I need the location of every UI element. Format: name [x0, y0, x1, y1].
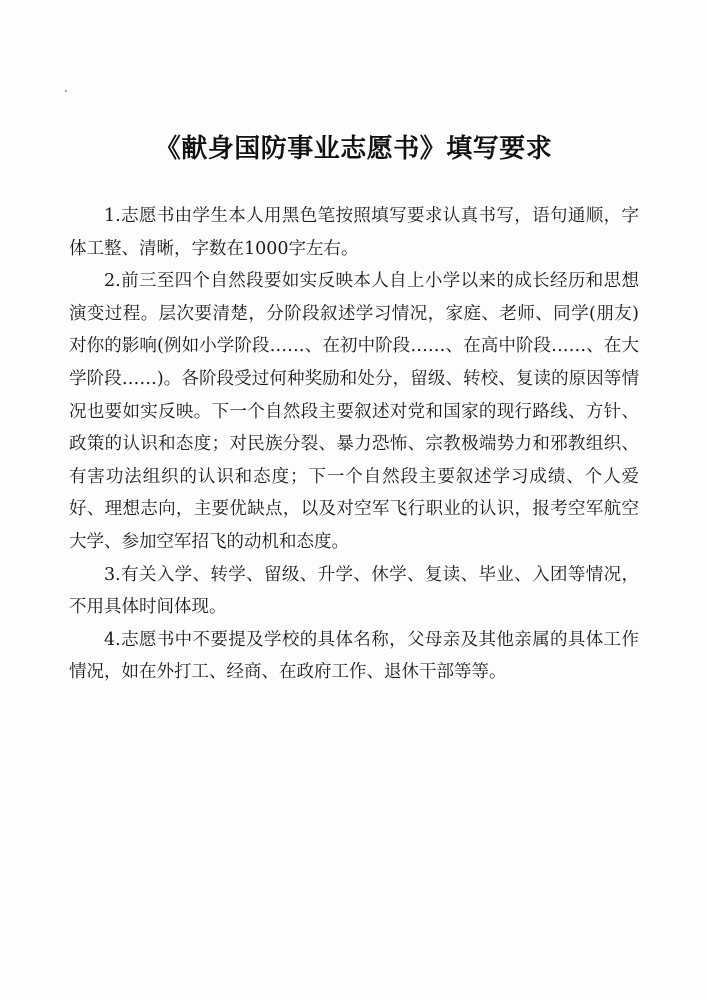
document-title: 《献身国防事业志愿书》填写要求 — [154, 134, 553, 164]
paragraph-3: 3.有关入学、转学、留级、升学、休学、复读、毕业、入团等情况，不用具体时间体现。 — [69, 564, 639, 618]
paragraph-1: 1.志愿书由学生本人用黑色笔按照填写要求认真书写，语句通顺，字体工整、清晰，字数在1000字左右。 — [69, 206, 639, 259]
paragraph-2: 2.前三至四个自然段要如实反映本人自上小学以来的成长经历和思想演变过程。层次要清楚，分阶段叙述学习情况，家庭、老师、同学(朋友)对你的影响(例如小学阶段……、在初中阶段……、在高中阶段……、在大学阶段……)。各阶段受过何种奖励和处分，留级、转校、复读的原因等情况也要如实反映。下一个自然段主要叙述对党和国家的现行路线、方针、政策的认识和态度；对民族分裂、暴力恐怖、宗教极端势力和邪教组织、有害功法组织的认识和态度；下一个自然段主要叙述学习成绩、个人爱好、理想志向，主要优缺点，以及对空军飞行职业的认识，报考空军航空大学、参加空军招飞的动机和态度。 — [69, 271, 639, 552]
document-body — [69, 200, 639, 689]
scan-mark — [65, 90, 67, 92]
paragraph-4: 4.志愿书中不要提及学校的具体名称，父母亲及其他亲属的具体工作情况，如在外打工、经商、在政府工作、退休干部等等。 — [69, 629, 639, 683]
